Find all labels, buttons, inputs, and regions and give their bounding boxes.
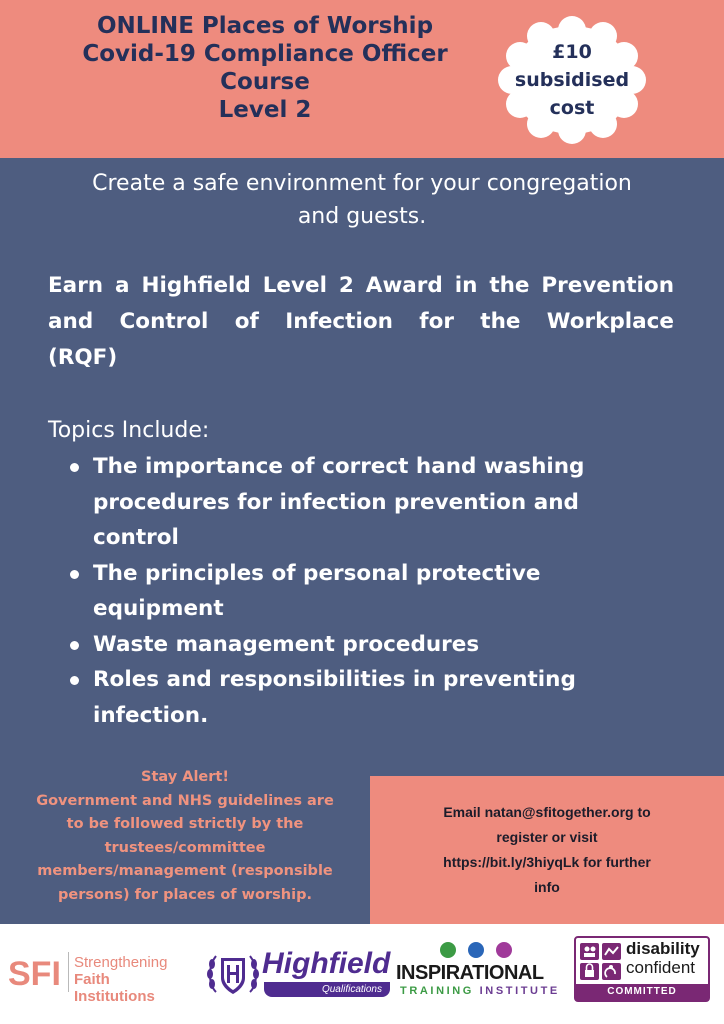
title-line: Course bbox=[220, 69, 310, 95]
alert-line: to be followed strictly by the bbox=[66, 816, 304, 832]
alert-line: Stay Alert! bbox=[141, 769, 229, 785]
badge-line: £10 bbox=[552, 41, 592, 63]
bullet-icon bbox=[70, 463, 79, 472]
topic-line: equipment bbox=[93, 596, 224, 621]
topics-list bbox=[48, 449, 688, 733]
alert-line: trustees/committee bbox=[104, 839, 266, 856]
topic-line: control bbox=[93, 525, 179, 550]
highfield-wordmark: Highfield bbox=[262, 947, 391, 980]
disability-word: disability bbox=[626, 939, 700, 958]
inspirational-subtitle bbox=[400, 985, 560, 997]
highfield-logo bbox=[206, 948, 392, 1000]
list-item bbox=[48, 556, 688, 627]
list-item bbox=[48, 627, 688, 663]
training-word: TRAINING bbox=[400, 985, 474, 997]
globe-dots-icon bbox=[438, 940, 520, 960]
badge-line: subsidised bbox=[514, 69, 630, 91]
institute-word: INSTITUTE bbox=[479, 985, 560, 997]
title-line: ONLINE Places of Worship bbox=[96, 13, 434, 39]
title-line: Level 2 bbox=[218, 97, 312, 123]
inspirational-wordmark: INSPIRATIONAL bbox=[396, 962, 544, 984]
award-line: (RQF) bbox=[48, 345, 118, 370]
inspirational-training-logo bbox=[396, 940, 566, 1000]
topics-heading: Topics Include: bbox=[48, 418, 210, 443]
sfi-wordmark bbox=[74, 954, 188, 1005]
course-title bbox=[40, 12, 490, 124]
topic-line: procedures for infection prevention and bbox=[93, 489, 579, 515]
contact-line: info bbox=[534, 879, 560, 895]
highfield-subtitle bbox=[264, 982, 390, 997]
intro-line: Create a safe environment for your congregation bbox=[92, 171, 632, 196]
alert-line: members/management (responsible bbox=[37, 863, 333, 879]
topic-line: The importance of correct hand washing bbox=[93, 454, 585, 479]
sfi-line2: Faith Institutions bbox=[74, 971, 155, 1005]
alert-line: persons) for places of worship. bbox=[58, 886, 312, 903]
highfield-subtitle-text: Qualifications bbox=[321, 984, 382, 995]
topic-line: Waste management procedures bbox=[93, 631, 480, 657]
topic-line: infection. bbox=[93, 702, 209, 728]
price-badge bbox=[498, 16, 646, 144]
bullet-icon bbox=[70, 641, 79, 650]
contact-text bbox=[370, 800, 724, 900]
highfield-crest-icon bbox=[206, 948, 260, 1000]
alert-line: Government and NHS guidelines are bbox=[36, 792, 334, 809]
contact-line: Email natan@sfitogether.org to bbox=[443, 804, 651, 820]
sfi-logo bbox=[8, 950, 188, 1005]
award-line: Earn a Highfield Level 2 Award in the Prevention bbox=[48, 273, 674, 298]
bullet-icon bbox=[70, 676, 79, 685]
award-line: and Control of Infection for the Workplace bbox=[48, 309, 674, 334]
sfi-line1: Strengthening bbox=[74, 954, 168, 971]
award-statement bbox=[48, 268, 674, 376]
stay-alert-notice bbox=[0, 766, 370, 907]
bullet-icon bbox=[70, 570, 79, 579]
disability-confident-logo bbox=[574, 936, 710, 1002]
contact-box bbox=[370, 776, 724, 924]
intro-line: and guests. bbox=[297, 204, 427, 229]
contact-line: register or visit bbox=[496, 829, 598, 845]
topic-line: Roles and responsibilities in preventing bbox=[93, 667, 576, 692]
badge-text bbox=[498, 38, 646, 122]
topic-line: The principles of personal protective bbox=[93, 560, 541, 586]
title-line: Covid-19 Compliance Officer bbox=[82, 41, 448, 67]
contact-line: https://bit.ly/3hiyqLk for further bbox=[443, 854, 651, 870]
sfi-mark: SFI bbox=[8, 955, 61, 993]
list-item bbox=[48, 662, 688, 733]
logo-divider bbox=[68, 952, 69, 992]
intro-text bbox=[40, 167, 684, 233]
list-item bbox=[48, 449, 688, 556]
committed-band: COMMITTED bbox=[576, 984, 708, 1000]
header-banner bbox=[0, 0, 724, 158]
badge-line: cost bbox=[549, 97, 595, 119]
confident-word: confident bbox=[626, 958, 695, 977]
disability-symbols-icon bbox=[580, 943, 622, 981]
